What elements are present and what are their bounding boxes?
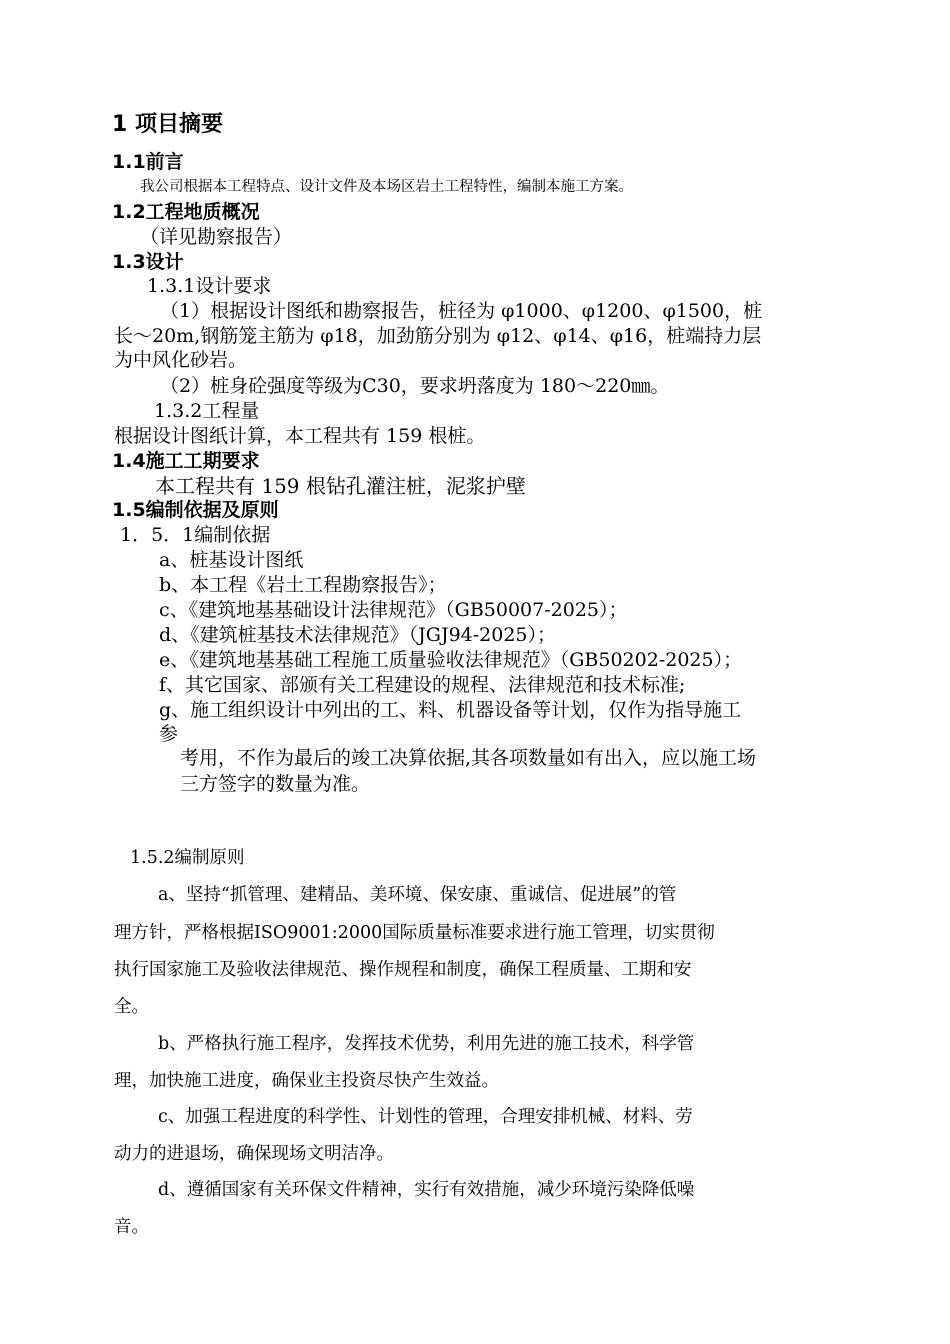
principle-a-line-3: 执行国家施工及验收法律规范、操作规程和制度，确保工程质量、工期和安 xyxy=(114,960,692,980)
principle-c-line-2: 动力的进退场，确保现场文明洁净。 xyxy=(114,1144,394,1164)
basis-item-g-line-2: 参 xyxy=(159,723,179,745)
section-1-3-2-title: 1.3.2工程量 xyxy=(154,400,260,422)
section-1-4-text: 本工程共有 159 根钻孔灌注桩，泥浆护壁 xyxy=(155,474,526,498)
design-para-1-line-2: 长～20m,钢筋笼主筋为 φ18，加劲筋分别为 φ12、φ14、φ16，桩端持力层 xyxy=(114,325,762,347)
basis-item-a: a、桩基设计图纸 xyxy=(159,549,304,571)
principle-b-line-1: b、严格执行施工程序，发挥技术优势，利用先进的施工技术，科学管 xyxy=(158,1034,695,1054)
basis-item-e: e、《建筑地基基础工程施工质量验收法律规范》（GB50202-2025）； xyxy=(159,649,743,671)
section-1-5-1-title: 1．5．1编制依据 xyxy=(120,524,271,546)
chapter-heading: 1 项目摘要 xyxy=(112,112,223,137)
basis-item-d: d、《建筑桩基技术法律规范》（JGJ94-2025）； xyxy=(159,624,557,646)
section-1-5-2-title: 1.5.2编制原则 xyxy=(130,848,245,868)
section-1-3-1-title: 1.3.1设计要求 xyxy=(147,275,272,297)
principle-a-line-2: 理方针，严格根据ISO9001:2000国际质量标准要求进行施工管理，切实贯彻 xyxy=(114,923,715,943)
design-para-1-line-3: 为中风化砂岩。 xyxy=(114,349,248,371)
basis-item-f: f、其它国家、部颁有关工程建设的规程、法律规范和技术标准; xyxy=(159,674,686,696)
principle-a-line-4: 全。 xyxy=(114,997,149,1017)
principle-d-line-2: 音。 xyxy=(114,1217,149,1237)
basis-item-g-line-3: 考用，不作为最后的竣工决算依据,其各项数量如有出入，应以施工场 xyxy=(180,747,757,769)
principle-c-line-1: c、加强工程进度的科学性、计划性的管理，合理安排机械、材料、劳 xyxy=(158,1107,693,1127)
design-para-2: （2）桩身砼强度等级为C30，要求坍落度为 180～220㎜。 xyxy=(160,375,670,397)
principle-b-line-2: 理，加快施工进度，确保业主投资尽快产生效益。 xyxy=(114,1071,499,1091)
basis-item-b: b、本工程《岩土工程勘察报告》； xyxy=(159,574,447,596)
quantity-text: 根据设计图纸计算，本工程共有 159 根桩。 xyxy=(114,425,486,447)
basis-item-g-line-1: g、施工组织设计中列出的工、料、机器设备等计划，仅作为指导施工 xyxy=(159,699,742,721)
section-1-2-text: （详见勘察报告） xyxy=(140,226,293,248)
section-1-3-title: 1.3设计 xyxy=(112,251,184,273)
design-para-1-line-1: （1）根据设计图纸和勘察报告，桩径为 φ1000、φ1200、φ1500，桩 xyxy=(160,300,763,322)
section-1-4-title: 1.4施工工期要求 xyxy=(112,450,260,472)
basis-item-g-line-4: 三方签字的数量为准。 xyxy=(180,773,371,795)
section-1-5-title: 1.5编制依据及原则 xyxy=(112,499,279,521)
basis-item-c: c、《建筑地基基础设计法律规范》（GB50007-2025）； xyxy=(159,599,628,621)
section-1-2-title: 1.2工程地质概况 xyxy=(112,201,260,223)
section-1-1-title: 1.1前言 xyxy=(112,151,184,173)
principle-a-line-1: a、坚持“抓管理、建精品、美环境、保安康、重诚信、促进展”的管 xyxy=(158,885,677,905)
principle-d-line-1: d、遵循国家有关环保文件精神，实行有效措施，减少环境污染降低噪 xyxy=(158,1180,695,1200)
section-1-1-text: 我公司根据本工程特点、设计文件及本场区岩土工程特性，编制本施工方案。 xyxy=(140,179,633,195)
